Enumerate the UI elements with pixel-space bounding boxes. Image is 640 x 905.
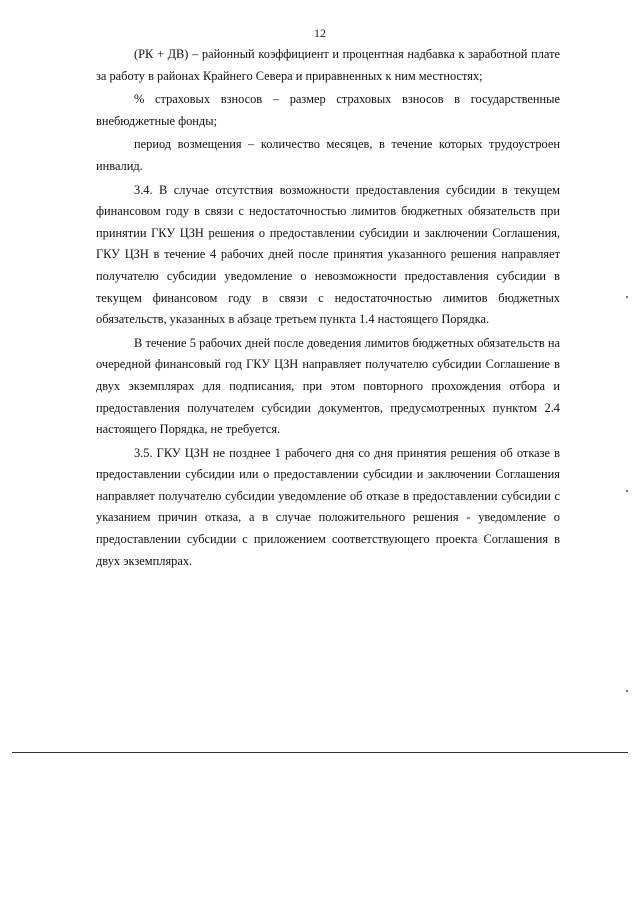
paragraph-period-definition: период возмещения – количество месяцев, в течение которых трудоустроен инвалид.: [96, 137, 560, 173]
paragraph-3-4: 3.4. В случае отсутствия возможности предоставления субсидии в текущем финансовом году в связи с недостаточностью лимитов бюджетных обязательств при принятии ГКУ ЦЗН решения о предоставлении субсидии и заключении Соглашения, ГКУ ЦЗН в течение 4 рабочих дней после принятия указанного решения направляет получателю субсидии уведомление о невозможности предоставления субсидии в текущем финансовом году в связи с недостаточностью лимитов бюджетных обязательств, указанных в абзаце третьем пункта 1.4 настоящего Порядка.: [96, 182, 560, 327]
paragraph-coefficient-definition: (РК + ДВ) – районный коэффициент и процентная надбавка к заработной плате за работу в районах Крайнего Севера и приравненных к ним местностях;: [96, 47, 560, 83]
scan-mark: [626, 490, 628, 492]
paragraph-insurance-definition: % страховых взносов – размер страховых взносов в государственные внебюджетные фонды;: [96, 92, 560, 128]
page-number: 12: [314, 26, 326, 40]
scan-mark: [626, 296, 628, 298]
document-body: [96, 44, 560, 572]
scan-mark: [626, 690, 628, 692]
paragraph-3-5: 3.5. ГКУ ЦЗН не позднее 1 рабочего дня со дня принятия решения об отказе в предоставлении субсидии или о предоставлении субсидии и заключении Соглашения направляет получателю субсидии уведомление об отказе в предоставлении субсидии с указанием причин отказа, а в случае положительного решения - уведомление о предоставлении субсидии с приложением соответствующего проекта Соглашения в двух экземплярах.: [96, 445, 560, 568]
paragraph-limits-notice: В течение 5 рабочих дней после доведения лимитов бюджетных обязательств на очередной финансовый год ГКУ ЦЗН направляет получателю субсидии Соглашение в двух экземплярах для подписания, при этом повторного прохождения отбора и предоставления получателем субсидии документов, предусмотренных пунктом 2.4 настоящего Порядка, не требуется.: [96, 335, 560, 437]
page-bottom-rule: [12, 752, 628, 753]
